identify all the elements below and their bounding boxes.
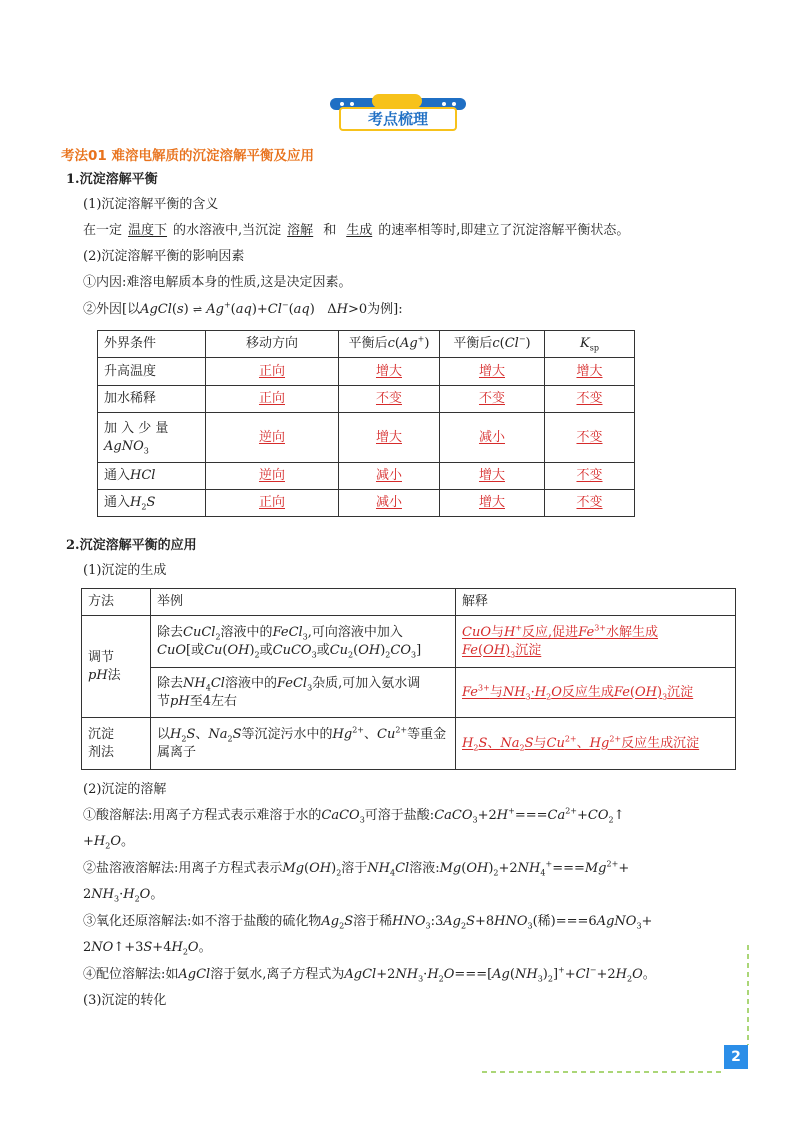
table-header: 移动方向 bbox=[206, 331, 339, 358]
table-row bbox=[98, 463, 635, 490]
part1-sub2: (2)沉淀溶解平衡的影响因素 bbox=[83, 249, 245, 264]
table-header: 外界条件 bbox=[98, 331, 206, 358]
cell: 加 入 少 量 AgNO$_3$ bbox=[98, 413, 206, 463]
definition-line bbox=[83, 222, 629, 240]
part1-sub1: (1)沉淀溶解平衡的含义 bbox=[83, 197, 219, 212]
cell: 通入HCl bbox=[98, 463, 206, 490]
part1-heading: 1.沉淀溶解平衡 bbox=[66, 172, 158, 187]
method-cell: 沉淀 剂法 bbox=[82, 718, 151, 770]
page-number: 2 bbox=[724, 1045, 748, 1069]
cell: 减小 bbox=[375, 468, 402, 483]
cell: 正向 bbox=[258, 363, 285, 379]
definition-text-a: 在一定 bbox=[83, 223, 123, 238]
dissolve-redox: ③氧化还原溶解法:如不溶于盐酸的硫化物$Ag_2S$溶于稀$HNO_3:3Ag_2S+8HNO_3$(稀)===6AgNO$_3$+ bbox=[83, 914, 653, 931]
table-header: 方法 bbox=[82, 589, 151, 616]
method-cell: 调节 pH法 bbox=[82, 616, 151, 718]
section-banner bbox=[328, 94, 468, 132]
cell: $Fe^{3+}$与$NH_3\cdot H_2O$反应生成$Fe(OH)_3$沉淀 bbox=[456, 668, 736, 718]
part2-sub2: (2)沉淀的溶解 bbox=[83, 782, 167, 797]
cell: 不变 bbox=[576, 468, 603, 483]
cell: 不变 bbox=[576, 495, 603, 510]
table-header-row bbox=[82, 589, 736, 616]
cell: 除去$NH_4Cl$溶液中的FeCl$_3$杂质,可加入氨水调 节pH至4左右 bbox=[151, 668, 456, 718]
definition-text-b: 的水溶液中,当沉淀 bbox=[173, 223, 282, 238]
cell: 升高温度 bbox=[98, 358, 206, 386]
cell: 不变 bbox=[375, 391, 402, 406]
blank-dissolve: 溶解 bbox=[287, 223, 314, 238]
cell: 增大 bbox=[478, 468, 505, 483]
dissolve-salt-cont: $2NH_3\cdot H_2O$。 bbox=[83, 887, 164, 904]
dissolve-acid: ①酸溶解法:用离子方程式表示难溶于水的CaCO$_3$可溶于盐酸$:CaCO_3+2H^+===Ca^{2+}+CO_2↑$ bbox=[83, 806, 625, 825]
part2-sub1: (1)沉淀的生成 bbox=[83, 563, 167, 578]
cell: 不变 bbox=[576, 429, 603, 445]
table-row bbox=[82, 616, 736, 668]
cell: 增大 bbox=[375, 363, 402, 379]
blank-form: 生成 bbox=[346, 223, 373, 238]
cell: CuO与H+反应,促进$Fe^{3+}$水解生成 $Fe(OH)_3$沉淀 bbox=[456, 616, 736, 668]
cell: 除去CuCl$_2$溶液中的FeCl$_3$,可向溶液中加入 CuO[或$Cu(OH)_2$或CuCO$_3$或$Cu_2(OH)_2CO_3$] bbox=[151, 616, 456, 668]
cell: 以$H_2S$、$Na_2S$等沉淀污水中的$Hg^{2+}$、$Cu^{2+}$等重金 属离子 bbox=[151, 718, 456, 770]
part2-sub3: (3)沉淀的转化 bbox=[83, 993, 167, 1008]
table-header: 平衡后c(Cl−) bbox=[440, 331, 545, 358]
cell: 增大 bbox=[375, 429, 402, 445]
cell: 减小 bbox=[478, 429, 505, 445]
table-header: 举例 bbox=[151, 589, 456, 616]
banner-title: 考点梳理 bbox=[367, 110, 428, 128]
cell: 增大 bbox=[576, 363, 603, 379]
external-text-b: 为例]: bbox=[367, 302, 403, 317]
dissolve-acid-cont: $+H_2O$。 bbox=[83, 834, 135, 851]
dissolve-salt: ②盐溶液溶解法:用离子方程式表示$Mg(OH)_2$溶于$NH_4Cl$溶液$:Mg(OH)_2+2NH_4^+===Mg^{2+}+$ bbox=[83, 859, 630, 878]
cell: 不变 bbox=[478, 391, 505, 406]
cell: 增大 bbox=[478, 495, 505, 510]
cell: 增大 bbox=[478, 363, 505, 379]
cell: 正向 bbox=[258, 495, 285, 510]
blank-temperature: 温度下 bbox=[128, 223, 168, 238]
internal-factor: ①内因:难溶电解质本身的性质,这是决定因素。 bbox=[83, 275, 352, 290]
dissolve-complex: ④配位溶解法:如AgCl溶于氨水,离子方程式为$AgCl+2NH_3\cdot H_2O===[Ag(NH_3)_2]^++Cl^-+2H_2O$。 bbox=[83, 965, 656, 984]
part2-heading: 2.沉淀溶解平衡的应用 bbox=[66, 538, 197, 553]
table-header: $K_{sp}$ bbox=[545, 331, 635, 358]
table-row bbox=[98, 358, 635, 386]
dissolve-redox-cont: $2NO↑+3S+4H_2O$。 bbox=[83, 940, 212, 957]
table-header-row bbox=[98, 331, 635, 358]
external-text-a: ②外因[以 bbox=[83, 302, 141, 317]
table-row bbox=[98, 386, 635, 413]
cell: 逆向 bbox=[258, 429, 285, 445]
cell: 通入$H_2S$ bbox=[98, 490, 206, 517]
cell: 减小 bbox=[375, 495, 402, 510]
table-header: 解释 bbox=[456, 589, 736, 616]
table-row bbox=[82, 718, 736, 770]
page-corner-decoration bbox=[470, 945, 760, 1080]
section-title: 考法01 难溶电解质的沉淀溶解平衡及应用 bbox=[61, 148, 314, 164]
external-factor: ②外因[以AgCl(s) ⇌ Ag+(aq)+Cl−(aq) ΔH>0为例]: bbox=[83, 300, 403, 317]
table-header: 平衡后c(Ag+) bbox=[339, 331, 440, 358]
table-row bbox=[98, 413, 635, 463]
factor-table bbox=[97, 330, 635, 517]
cell: $H_2S$、$Na_2S$与$Cu^{2+}$、$Hg^{2+}$反应生成沉淀 bbox=[456, 718, 736, 770]
definition-text-c: 和 bbox=[323, 223, 337, 238]
cell: 正向 bbox=[258, 391, 285, 406]
cell: 加水稀释 bbox=[98, 386, 206, 413]
cell: 不变 bbox=[576, 391, 603, 406]
cell: 逆向 bbox=[258, 468, 285, 483]
definition-text-d: 的速率相等时,即建立了沉淀溶解平衡状态。 bbox=[378, 223, 630, 238]
table-row bbox=[82, 668, 736, 718]
table-row bbox=[98, 490, 635, 517]
precipitation-table bbox=[81, 588, 736, 770]
